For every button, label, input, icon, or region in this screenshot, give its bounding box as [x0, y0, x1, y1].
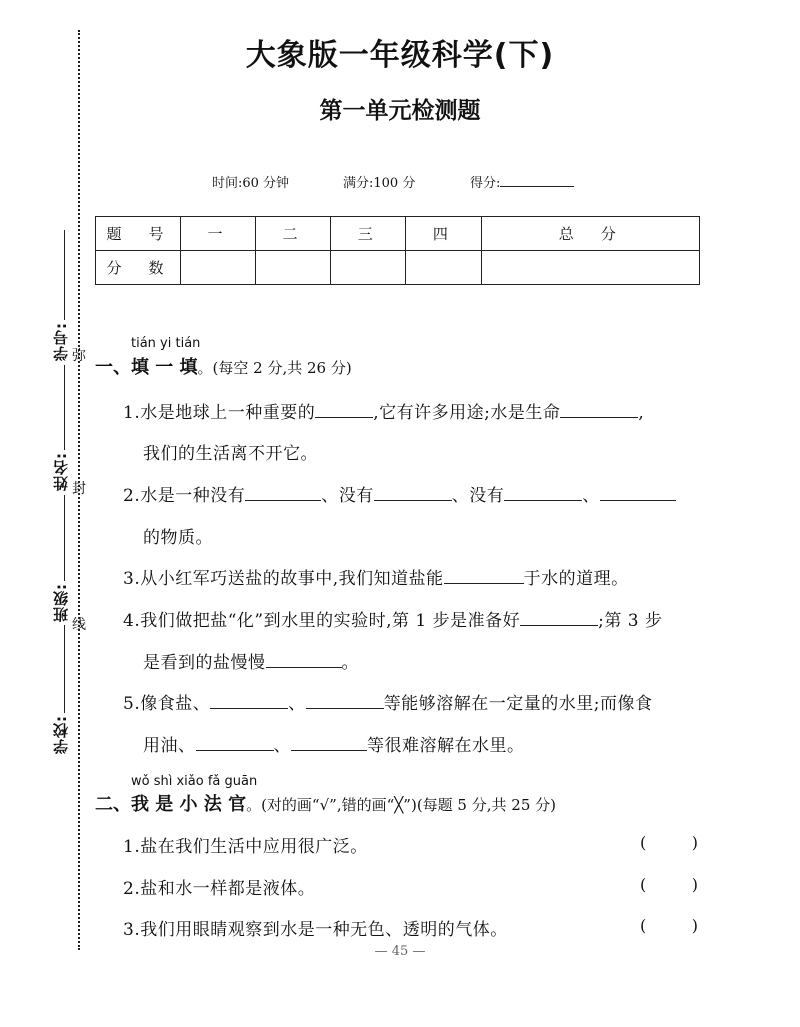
name-label: 姓名:	[52, 452, 70, 491]
score-label: 得分:	[470, 172, 574, 191]
judge-item-3: 3.我们用眼睛观察到水是一种无色、透明的气体。	[123, 920, 508, 940]
answer-paren-1[interactable]: ( )	[640, 833, 698, 852]
blank[interactable]	[444, 565, 524, 584]
answer-paren-3[interactable]: ( )	[640, 916, 698, 935]
seal-char-feng: 封	[72, 481, 86, 497]
time-info: 时间:60 分钟	[212, 176, 290, 191]
table-cell: 题 号	[96, 217, 181, 251]
score-table	[95, 216, 700, 285]
blank[interactable]	[196, 732, 274, 751]
score-cell[interactable]	[256, 251, 331, 285]
school-field[interactable]	[64, 625, 65, 713]
blank[interactable]	[306, 690, 384, 709]
score-table-header-row	[96, 217, 700, 251]
section1-pinyin: tián yi tián	[131, 336, 201, 351]
score-table-score-row	[96, 251, 700, 285]
score-blank[interactable]	[500, 172, 574, 187]
section2-pinyin: wǒ shì xiǎo fǎ guān	[131, 774, 258, 789]
name-field[interactable]	[64, 365, 65, 450]
score-cell[interactable]	[406, 251, 481, 285]
blank[interactable]	[266, 649, 342, 668]
score-cell[interactable]	[331, 251, 406, 285]
question-5-line2: 用油、 、 等很难溶解在水里。	[143, 731, 525, 756]
question-1-line2: 我们的生活离不开它。	[143, 444, 318, 464]
blank[interactable]	[520, 607, 598, 626]
question-4-line1: 4.我们做把盐“化”到水里的实验时,第 1 步是准备好 ;第 3 步	[123, 606, 663, 631]
section1-heading: 一、填 一 填。(每空 2 分,共 26 分)	[95, 357, 352, 378]
answer-paren-2[interactable]: ( )	[640, 875, 698, 894]
blank[interactable]	[374, 482, 452, 501]
score-cell[interactable]	[181, 251, 256, 285]
judge-item-1: 1.盐在我们生活中应用很广泛。	[123, 837, 368, 857]
question-4-line2: 是看到的盐慢慢 。	[143, 648, 359, 673]
seal-char-xian: 线	[72, 617, 86, 633]
blank[interactable]	[210, 690, 288, 709]
student-id-label: 学号:	[52, 322, 70, 361]
page-number: — 45 —	[374, 944, 426, 959]
seal-char-mi: 弥	[72, 348, 86, 364]
question-5-line1: 5.像食盐、 、 等能够溶解在一定量的水里;而像食	[123, 689, 652, 714]
question-3: 3.从小红军巧送盐的故事中,我们知道盐能 于水的道理。	[123, 564, 629, 589]
page-title: 大象版一年级科学(下)	[245, 38, 555, 73]
question-2-line1: 2.水是一种没有 、没有 、没有 、	[123, 481, 676, 506]
table-cell: 一	[181, 217, 256, 251]
student-id-field[interactable]	[64, 230, 65, 320]
table-cell: 总 分	[481, 217, 700, 251]
class-field[interactable]	[64, 495, 65, 581]
blank[interactable]	[315, 399, 373, 418]
table-cell: 三	[331, 217, 406, 251]
school-label: 学校:	[52, 715, 70, 754]
blank[interactable]	[560, 399, 638, 418]
question-2-line2: 的物质。	[143, 528, 213, 548]
blank[interactable]	[291, 732, 367, 751]
judge-item-2: 2.盐和水一样都是液体。	[123, 879, 316, 899]
class-label: 班级:	[52, 583, 70, 622]
question-1-line1: 1.水是地球上一种重要的 ,它有许多用途;水是生命 ,	[123, 398, 644, 423]
page-subtitle: 第一单元检测题	[319, 98, 481, 124]
table-cell: 二	[256, 217, 331, 251]
table-cell: 分 数	[96, 251, 181, 285]
section2-heading: 二、我 是 小 法 官。(对的画“√”,错的画“╳”)(每题 5 分,共 25 分)	[95, 794, 556, 815]
blank[interactable]	[245, 482, 321, 501]
table-cell: 四	[406, 217, 481, 251]
score-cell[interactable]	[481, 251, 700, 285]
blank[interactable]	[504, 482, 582, 501]
blank[interactable]	[600, 482, 676, 501]
full-score-info: 满分:100 分	[343, 176, 416, 191]
